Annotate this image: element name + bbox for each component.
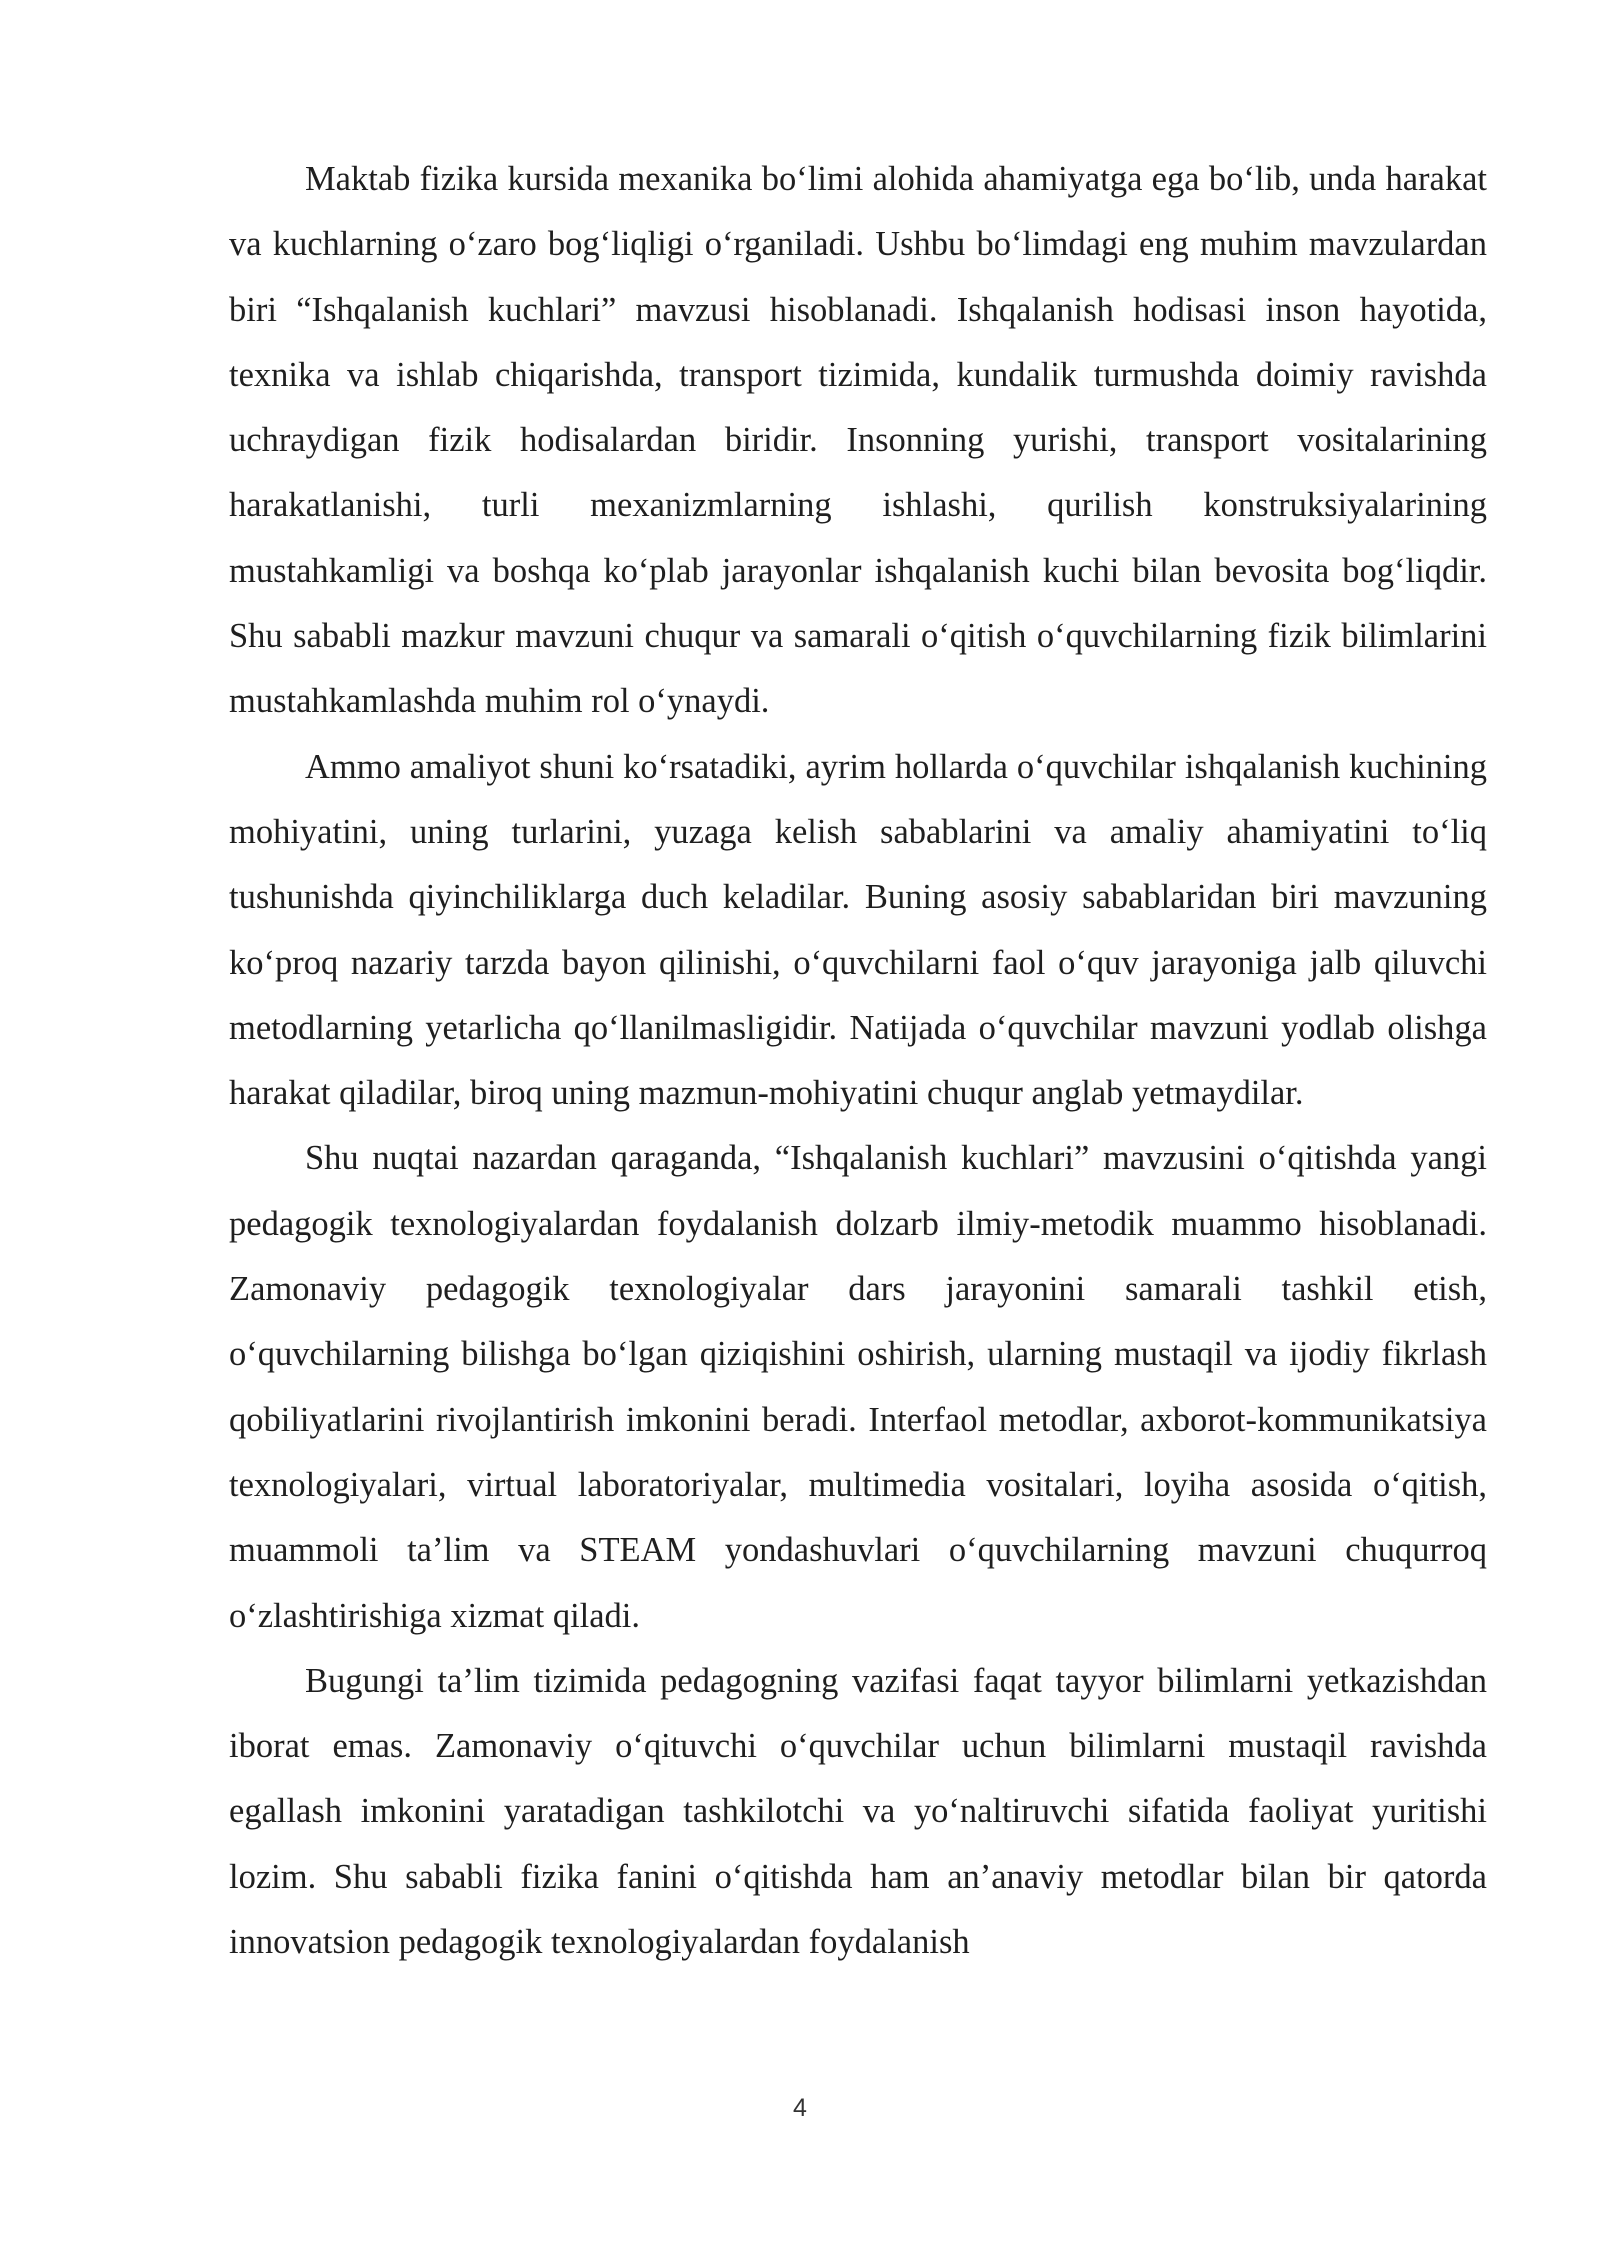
- paragraph-3: Shu nuqtai nazardan qaraganda, “Ishqalanish kuchlari” mavzusini o‘qitishda yangi pedagogik texnologiyalardan foydalanish dolzarb ilmiy-metodik muammo hisoblanadi. Zamonaviy pedagogik texnologiyalar dars jarayonini samarali tashkil etish, o‘quvchilarning bilishga bo‘lgan qiziqishini oshirish, ularning mustaqil va ijodiy fikrlash qobiliyatlarini rivojlantirish imkonini beradi. Interfaol metodlar, axborot-kommunikatsiya texnologiyalari, virtual laboratoriyalar, multimedia vositalari, loyiha asosida o‘qitish, muammoli ta’lim va STEAM yondashuvlari o‘quvchilarning mavzuni chuqurroq o‘zlashtirishiga xizmat qiladi.: [229, 1139, 1487, 1635]
- document-body: [229, 147, 1487, 1975]
- paragraph-2: Ammo amaliyot shuni ko‘rsatadiki, ayrim hollarda o‘quvchilar ishqalanish kuchining mohiyatini, uning turlarini, yuzaga kelish sabablarini va amaliy ahamiyatini to‘liq tushunishda qiyinchiliklarga duch keladilar. Buning asosiy sabablaridan biri mavzuning ko‘proq nazariy tarzda bayon qilinishi, o‘quvchilarni faol o‘quv jarayoniga jalb qiluvchi metodlarning yetarlicha qo‘llanilmasligidir. Natijada o‘quvchilar mavzuni yodlab olishga harakat qiladilar, biroq uning mazmun-mohiyatini chuqur anglab yetmaydilar.: [229, 747, 1487, 1113]
- page-number: 4: [793, 2094, 807, 2122]
- paragraph-1: Maktab fizika kursida mexanika bo‘limi alohida ahamiyatga ega bo‘lib, unda harakat va kuchlarning o‘zaro bog‘liqligi o‘rganiladi. Ushbu bo‘limdagi eng muhim mavzulardan biri “Ishqalanish kuchlari” mavzusi hisoblanadi. Ishqalanish hodisasi inson hayotida, texnika va ishlab chiqarishda, transport tizimida, kundalik turmushda doimiy ravishda uchraydigan fizik hodisalardan biridir. Insonning yurishi, transport vositalarining harakatlanishi, turli mexanizmlarning ishlashi, qurilish konstruksiyalarining mustahkamligi va boshqa ko‘plab jarayonlar ishqalanish kuchi bilan bevosita bog‘liqdir. Shu sababli mazkur mavzuni chuqur va samarali o‘qitish o‘quvchilarning fizik bilimlarini mustahkamlashda muhim rol o‘ynaydi.: [229, 160, 1487, 721]
- paragraph-4: Bugungi ta’lim tizimida pedagogning vazifasi faqat tayyor bilimlarni yetkazishdan iborat emas. Zamonaviy o‘qituvchi o‘quvchilar uchun bilimlarni mustaqil ravishda egallash imkonini yaratadigan tashkilotchi va yo‘naltiruvchi sifatida faoliyat yuritishi lozim. Shu sababli fizika fanini o‘qitishda ham an’anaviy metodlar bilan bir qatorda innovatsion pedagogik texnologiyalardan foydalanish: [229, 1661, 1487, 1962]
